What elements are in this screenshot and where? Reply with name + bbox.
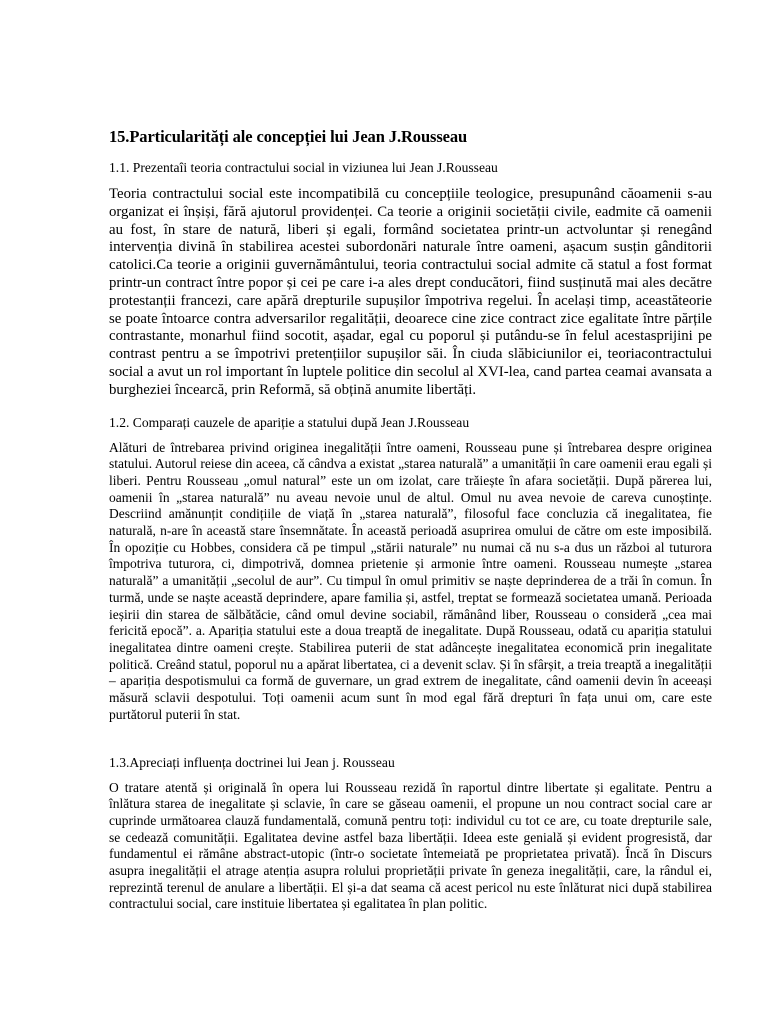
- section-1-body: Teoria contractului social este incompatibilă cu concepțiile teologice, presupunând căoamenii s-au organizat ei înșiși, fără ajutorul providenței. Ca teorie a originii societății civile, eadmite că oamenii au fost, în stare de natură, liberi și egali, formând societatea printr-un actvoluntar și renegând intervenția divină în stabilirea acestei subordonări naturale între oameni, așacum susțin gânditorii catolici.Ca teorie a originii guvernământului, teoria contractului social admite că statul a fost format printr-un contract între popor și cei pe care i-a ales drept conducători, fiind susținută mai ales decătre protestanții francezi, care apără drepturile supușilor împotriva regelui. În același timp, aceastăteorie se poate întoarce contra adversarilor regalității, deoarece cine zice contract zice egalitate între părțile contrastante, monarhul fiind socotit, așadar, egal cu poporul și putându-se în felul acestasprijini pe contrast pentru a se împotrivi pretențiilor supușilor săi. În ciuda slăbiciunilor ei, teoriacontractului social a avut un rol important în luptele politice din secolul al XVI-lea, cand partea ceamai avansata a burgheziei încearcă, prin Reformă, să obțină anumite libertăți.: [109, 186, 712, 398]
- section-2-body: Alături de întrebarea privind originea inegalității între oameni, Rousseau pune și întrebarea despre originea statului. Autorul reiese din aceea, că cândva a existat „starea naturală” a umanității în care oamenii erau egali și liberi. Pentru Rousseau „omul natural” este un om izolat, care trăiește în afara societății. După părerea lui, oamenii în „starea naturală” nu aveau nevoie unul de altul. Omul nu avea nevoie de careva cunoștințe. Descriind amănunțit condițiile de viață în „starea naturală”, filosoful face concluzia că inegalitatea, fie naturală, n-are în această stare însemnătate. În această perioadă asuprirea omului de către om este imposibilă. În opoziție cu Hobbes, considera că pe timpul „stării naturale” nu numai că nu s-a dus un război al tuturora împotriva tuturora, ci, dimpotrivă, domnea prietenie și armonie între oameni. Rousseau numește „starea naturală” a umanității „secolul de aur”. Cu timpul în omul primitiv se naște deprinderea de a trăi în comun. În turmă, unde se naște această deprindere, apare familia și, astfel, treptat se formează societatea umană. Perioada ieșirii din starea de sălbătăcie, când omul devine sociabil, rămânând liber, Rousseau o consideră „cea mai fericită epocă”. a. Apariția statului este a doua treaptă de inegalitate. După Rousseau, odată cu apariția statului inegalitatea dintre oameni crește. Stabilirea puterii de stat adâncește inegalitatea economică prin inegalitate politică. Creând statul, poporul nu a apărat libertatea, ci a devenit sclav. Și în sfârșit, a treia treaptă a inegalității – apariția despotismului ca formă de guvernare, un grad extrem de inegalitate, când oamenii devin în aceeași măsură sclavii despotului. Toți oamenii acum sunt în mod egal fără drepturi în fața unui om, care este purtătorul puterii în stat.: [109, 439, 712, 722]
- document-title: 15.Particularități ale concepției lui Jean J.Rousseau: [109, 127, 468, 146]
- section-1-heading: 1.1. Prezentaîi teoria contractului social in viziunea lui Jean J.Rousseau: [109, 160, 498, 175]
- section-3-heading: 1.3.Apreciați influența doctrinei lui Jean j. Rousseau: [109, 754, 395, 770]
- section-3-body: O tratare atentă și originală în opera lui Rousseau rezidă în raportul dintre libertate și egalitate. Pentru a înlătura starea de inegalitate și sclavie, în care se găseau oamenii, el propune un nou contract social care ar cuprinde următoarea clauză fundamentală, comună pentru toți: individul cu tot ce are, cu toate drepturile sale, se cedează comunității. Egalitatea devine astfel baza libertății. Ideea este genială și evident progresistă, dar fundamentul ei rămâne abstract-utopic (într-o societate întemeiată pe proprietatea privată). Încă în Discurs asupra inegalității el atrage atenția asupra rolului proprietății private în geneza inegalității, care, la rândul ei, reprezintă terenul de anulare a libertății. El și-a dat seama că acest pericol nu este înlăturat nici după stabilirea contractului social, care instituie libertatea și egalitatea în plan politic.: [109, 779, 712, 912]
- section-2-heading: 1.2. Comparați cauzele de apariție a statului după Jean J.Rousseau: [109, 414, 470, 430]
